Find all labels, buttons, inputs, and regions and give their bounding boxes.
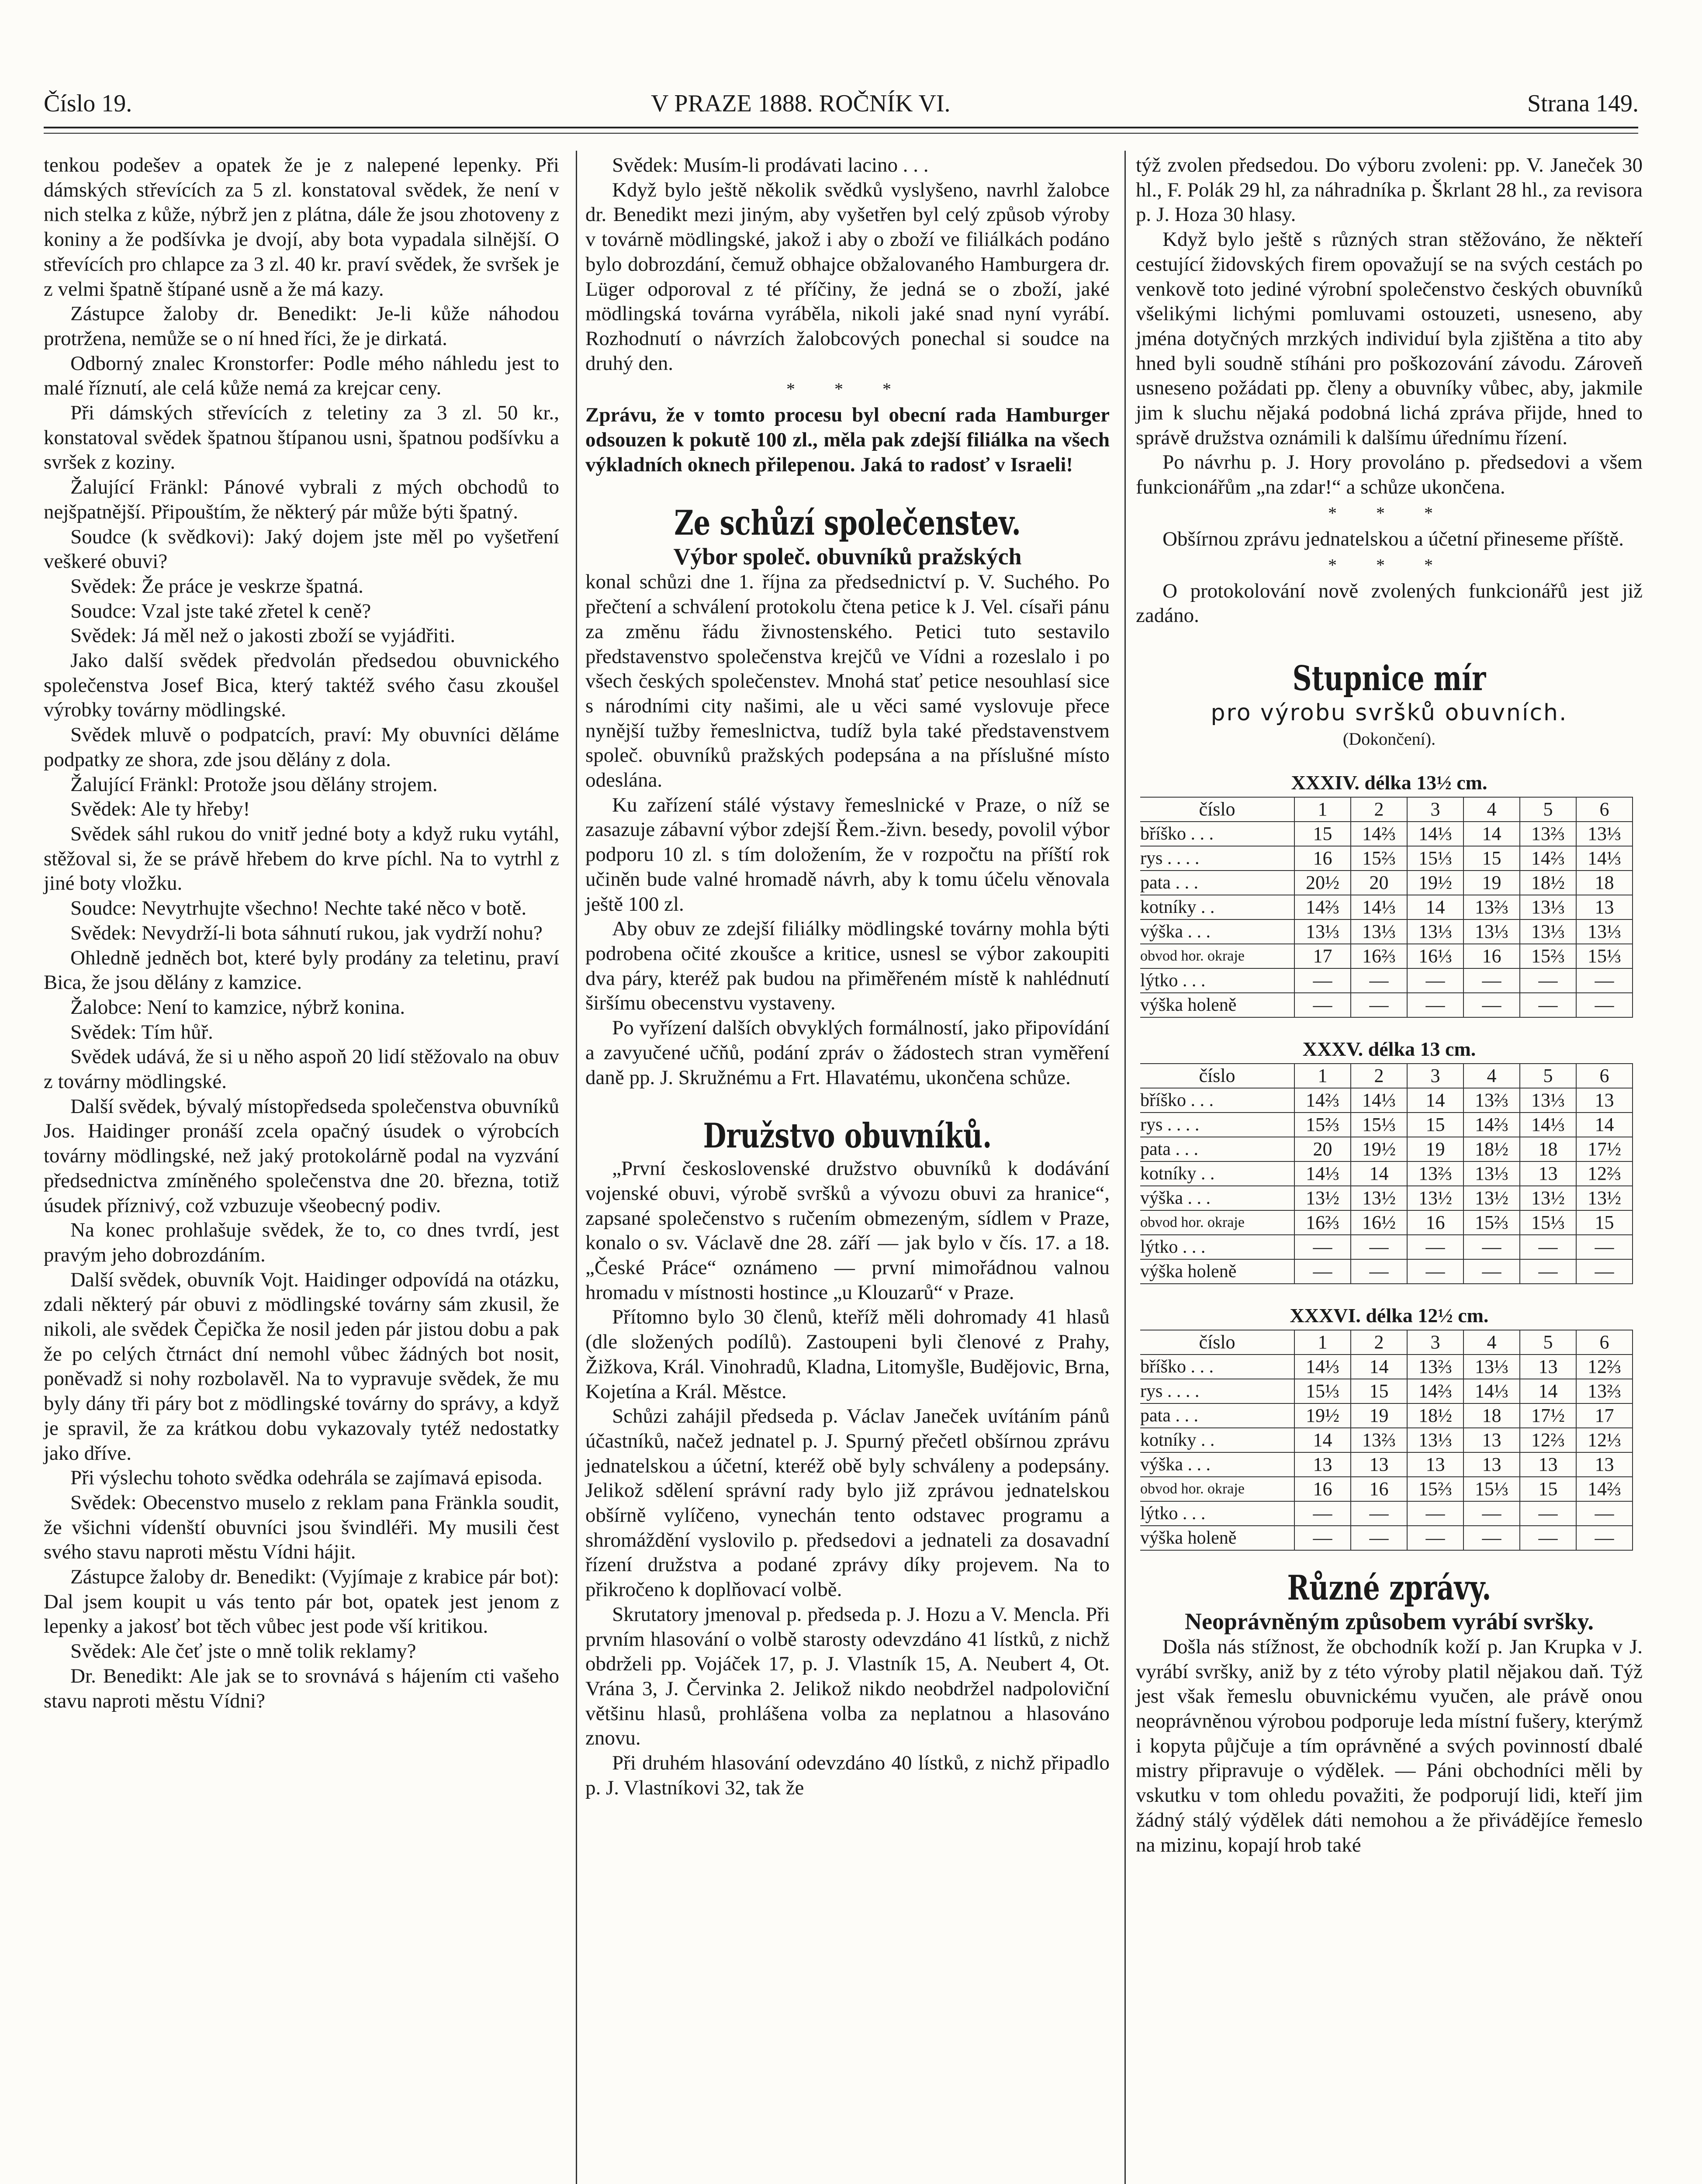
table-cell: 13 xyxy=(1351,1452,1407,1477)
table-cell: — xyxy=(1351,968,1407,993)
table-cell: 14⅔ xyxy=(1407,1379,1463,1403)
table-subtitle: pro výrobu svršků obuvních. xyxy=(1211,699,1568,726)
table-cell: 14 xyxy=(1407,895,1463,919)
section-paragraph: Aby obuv ze zdejší filiálky mödlingské továrny mohla býti podrobena očité zkoušce a kritice, usnesl se výbor zakoupiti dva páry, kteréž pak budou na přiměřeném místě k nahlédnutí širšímu obecenstvu vystaveny. xyxy=(585,917,1110,1015)
article-paragraph: Při výslechu tohoto svědka odehrála se zajímavá episoda. xyxy=(70,1466,543,1489)
table-row xyxy=(1140,1137,1633,1161)
table-cell: 16½ xyxy=(1351,1210,1407,1235)
article-paragraph: Další svědek, bývalý místopředseda společenstva obuvníků Jos. Haidinger pronáší zcela opačný úsudek o výrobcích továrny mödlingské, než jaký protokolárně podal na vyzvání předsednictva zmíněného společenstva dne 20. března, totiž úsudek příznivý, což vzbuzuje všeobecný podiv. xyxy=(44,1095,559,1217)
table-cell: 14 xyxy=(1520,1379,1576,1403)
column-3 xyxy=(1136,153,1643,1857)
table-cell: 19½ xyxy=(1351,1137,1407,1161)
row-label: rys . . . . xyxy=(1140,846,1294,871)
table-cell: 15⅓ xyxy=(1576,944,1633,968)
column-header-label: číslo xyxy=(1140,797,1294,822)
section-divider-stars: * * * xyxy=(1328,555,1450,575)
row-label: rys . . . . xyxy=(1140,1379,1294,1403)
section-paragraph: týž zvolen předsedou. Do výboru zvoleni: pp. V. Janeček 30 hl., F. Polák 29 hl, za náhradníka p. Škrlant 28 hl., za revisora p. J. Hoza 30 hlasy. xyxy=(1136,154,1643,226)
table-cell: 18½ xyxy=(1520,871,1576,895)
page-number: Strana 149. xyxy=(1527,90,1639,117)
article-paragraph: Svědek sáhl rukou do vnitř jedné boty a když ruku vytáhl, stěžoval si, že se právě hřebem do krve píchl. Na to vytrhl z jiné boty vložku. xyxy=(44,822,559,895)
table-cell: 16 xyxy=(1407,1210,1463,1235)
table-cell: 14⅓ xyxy=(1407,822,1463,846)
column-number: 4 xyxy=(1463,797,1520,822)
article-paragraph: Soudce: Nevytrhujte všechno! Nechte také něco v botě. xyxy=(70,897,527,920)
row-label: bříško . . . xyxy=(1140,1355,1294,1379)
column-number: 3 xyxy=(1407,1064,1463,1088)
section-subtitle: Neoprávněným způsobem vyrábí svršky. xyxy=(1184,1608,1594,1635)
table-row xyxy=(1140,944,1633,968)
table-cell: 17 xyxy=(1576,1403,1633,1428)
table-cell: 13⅔ xyxy=(1576,1379,1633,1403)
column-2 xyxy=(585,153,1110,1800)
measure-table xyxy=(1140,1330,1633,1551)
report-notice: Obšírnou zprávu jednatelskou a účetní přineseme příště. xyxy=(1162,527,1624,550)
table-cell: 14⅔ xyxy=(1463,1113,1520,1137)
column-number: 6 xyxy=(1576,797,1633,822)
table-cell: 14⅓ xyxy=(1520,1113,1576,1137)
section-paragraph: Přítomno bylo 30 členů, kteříž měli dohromady 41 hlasů (dle složených podílů). Zastoupeni byli členové z Prahy, Žižkova, Král. Vinohradů, Kladna, Litomyšle, Budějovic, Brna, Kojetína a Král. Městce. xyxy=(585,1306,1110,1403)
table-cell: 18 xyxy=(1520,1137,1576,1161)
table-cell: — xyxy=(1407,1526,1463,1550)
table-cell: — xyxy=(1351,1501,1407,1526)
table-cell: 19½ xyxy=(1294,1403,1351,1428)
table-cell: 15⅓ xyxy=(1407,846,1463,871)
article-paragraph: Svědek: Ale ty hřeby! xyxy=(70,798,250,821)
table-cell: 14⅓ xyxy=(1294,1355,1351,1379)
table-row xyxy=(1140,1452,1633,1477)
table-cell: — xyxy=(1520,968,1576,993)
row-label: pata . . . xyxy=(1140,871,1294,895)
table-cell: 14 xyxy=(1294,1428,1351,1452)
article-paragraph: Dr. Benedikt: Ale jak se to srovnává s hájením cti vašeho stavu naproti městu Vídni? xyxy=(44,1664,559,1712)
table-cell: 19 xyxy=(1407,1137,1463,1161)
column-number: 2 xyxy=(1351,1330,1407,1355)
table-row xyxy=(1140,1379,1633,1403)
table-cell: 12⅔ xyxy=(1520,1428,1576,1452)
table-cell: 13⅓ xyxy=(1520,895,1576,919)
table-cell: 13 xyxy=(1520,1452,1576,1477)
article-paragraph: Svědek: Že práce je veskrze špatná. xyxy=(70,574,363,598)
table-heading: XXXVI. délka 12½ cm. xyxy=(1290,1304,1489,1327)
measure-table xyxy=(1140,1063,1633,1284)
table-cell: 15⅓ xyxy=(1463,1477,1520,1501)
section-paragraph: Když bylo ještě s různých stran stěžováno, že někteří cestující židovských firem opovažují se na svých cestách po venkově toto jediné výrobní společenstvo českých obuvníků všelikými lichými pomluvami ostouzeti, usneseno, aby jména dotyčných mrzkých individuí byla zjištěna a tito aby hned byli soudně stíháni pro poškozování závodu. Zároveň usneseno požádati pp. členy a obuvníky vůbec, aby, jakmile jim k sluchu nějaká podobná lichá zpráva přijde, hned to správě družstva oznámili k dalšímu úřednímu řízení. xyxy=(1136,228,1643,449)
table-row xyxy=(1140,1428,1633,1452)
article-paragraph: Zástupce žaloby dr. Benedikt: (Vyjímaje z krabice pár bot): Dal jsem koupit u vás tento pár bot, opatek jest jenom z lepenky a jakosť bot těch vůbec jest pode vší kritikou. xyxy=(44,1565,559,1638)
row-label: výška holeně xyxy=(1140,1259,1294,1284)
table-cell: 13½ xyxy=(1520,1186,1576,1210)
table-row xyxy=(1140,1235,1633,1259)
table-cell: 18½ xyxy=(1407,1403,1463,1428)
table-row xyxy=(1140,846,1633,871)
table-cell: 13⅓ xyxy=(1520,919,1576,944)
table-cell: — xyxy=(1294,1235,1351,1259)
table-cell: 14 xyxy=(1463,822,1520,846)
section-title: Různé zprávy. xyxy=(1287,1568,1491,1608)
table-header-row xyxy=(1140,1064,1633,1088)
section-paragraph: Skrutatory jmenoval p. předseda p. J. Hozu a V. Mencla. Při prvním hlasování o volbě starosty odevzdáno 41 lístků, z nichž obdrželi pp. Vojáček 17, p. J. Vlastník 15, A. Neubert 4, Ot. Vrána 3, J. Červinka 2. Jelikož nikdo neobdržel nadpoloviční většinu hlasů, prohlášena volba za neplatnou a hlasováno znovu. xyxy=(585,1603,1110,1750)
table-cell: 12⅔ xyxy=(1576,1355,1633,1379)
table-cell: 14 xyxy=(1576,1113,1633,1137)
table-cell: 17½ xyxy=(1576,1137,1633,1161)
table-row xyxy=(1140,1210,1633,1235)
row-label: bříško . . . xyxy=(1140,822,1294,846)
issue-number: Číslo 19. xyxy=(44,90,132,117)
table-cell: 13⅔ xyxy=(1463,1088,1520,1113)
table-cell: — xyxy=(1407,1259,1463,1284)
row-label: pata . . . xyxy=(1140,1403,1294,1428)
header-rule xyxy=(44,127,1638,128)
table-cell: 13 xyxy=(1520,1355,1576,1379)
table-cell: 13⅓ xyxy=(1463,1161,1520,1186)
table-cell: 15 xyxy=(1407,1113,1463,1137)
table-cell: — xyxy=(1520,993,1576,1017)
row-label: obvod hor. okraje xyxy=(1140,1477,1294,1501)
column-number: 1 xyxy=(1294,797,1351,822)
table-row xyxy=(1140,1113,1633,1137)
section-paragraph: Ku zařízení stálé výstavy řemeslnické v Praze, o níž se zasazuje zábavní výbor zdejší Řem.-živn. besedy, povolil výbor podporu 10 zl. s tím doložením, že v rozpočtu na příští rok učiněn bude valné hromadě návrh, aby k tomu účelu věnovala ještě 100 zl. xyxy=(585,793,1110,916)
column-number: 5 xyxy=(1520,1330,1576,1355)
table-cell: 15⅔ xyxy=(1294,1113,1351,1137)
column-number: 6 xyxy=(1576,1064,1633,1088)
table-cell: — xyxy=(1407,968,1463,993)
article-paragraph: Žalující Fränkl: Pánové vybrali z mých obchodů to nejšpatnější. Připouštím, že některý pár může býti špatný. xyxy=(44,476,559,523)
table-cell: 13⅓ xyxy=(1463,919,1520,944)
table-cell: 15⅓ xyxy=(1294,1379,1351,1403)
table-header-row xyxy=(1140,797,1633,822)
table-cell: — xyxy=(1463,968,1520,993)
table-cell: — xyxy=(1576,1259,1633,1284)
section-paragraph: konal schůzi dne 1. října za předsednictví p. V. Suchého. Po přečtení a schválení protokolu čtena petice k J. Vel. císaři pánu za změnu řádu živnostenského. Petici tuto sestavilo představenstvo společenstva krejčů ve Vídni a rozeslalo i po všech českých společenstev. Mnohá stať petice nesouhlasí sice s národními city našimi, ale u věci samé vyslovuje přece nynější tužby řemeslnictva, tudíž byla také představenstvem společ. obuvníků pražských podepsána a na příslušné místo odeslána. xyxy=(585,570,1110,792)
article-paragraph: Soudce: Vzal jste také zřetel k ceně? xyxy=(70,599,371,622)
table-cell: 15⅔ xyxy=(1407,1477,1463,1501)
section-paragraph: Schůzi zahájil předseda p. Václav Janeček uvítáním pánů účastníků, načež jednatel p. J. Spurný přečetl obšírnou zprávu jednatelskou a účetní, kteréž obě byly schváleny a podepsány. Jelikož sdělení správní rady bylo již zprávou jednatelskou obšírně vylíčeno, vynechán tento odstavec programu a shromáždění vyslovilo p. předsedovi a jednateli za dosavadní řízení družstva a podané zprávy díky projevem. Na to přikročeno k doplňovací volbě. xyxy=(585,1405,1110,1601)
table-row xyxy=(1140,1403,1633,1428)
table-cell: — xyxy=(1407,993,1463,1017)
column-header-label: číslo xyxy=(1140,1330,1294,1355)
table-cell: 14 xyxy=(1351,1355,1407,1379)
section-subtitle: Výbor společ. obuvníků pražských xyxy=(673,543,1022,570)
table-cell: — xyxy=(1576,1235,1633,1259)
column-number: 6 xyxy=(1576,1330,1633,1355)
column-divider xyxy=(576,151,577,2184)
news-paragraph: Zprávu, že v tomto procesu byl obecní rada Hamburger odsouzen k pokutě 100 zl., měla pak zdejší filiálka na všech výkladních oknech přilepenou. Jaká to radosť v Israeli! xyxy=(585,404,1110,476)
table-cell: 13 xyxy=(1463,1452,1520,1477)
column-number: 5 xyxy=(1520,797,1576,822)
table-cell: 13⅓ xyxy=(1407,1428,1463,1452)
row-label: rys . . . . xyxy=(1140,1113,1294,1137)
article-paragraph: Soudce (k svědkovi): Jaký dojem jste měl po vyšetření veškeré obuvi? xyxy=(44,525,559,573)
table-cell: 15⅔ xyxy=(1520,944,1576,968)
table-cell: 16⅔ xyxy=(1294,1210,1351,1235)
section-divider-stars: * * * xyxy=(786,379,909,399)
table-cell: 18½ xyxy=(1463,1137,1520,1161)
table-cell: 14⅓ xyxy=(1576,846,1633,871)
table-cell: 12⅓ xyxy=(1576,1428,1633,1452)
table-cell: 17½ xyxy=(1520,1403,1576,1428)
section-paragraph: Při druhém hlasování odevzdáno 40 lístků, z nichž připadlo p. J. Vlastníkovi 32, tak že xyxy=(585,1752,1110,1799)
column-number: 2 xyxy=(1351,1064,1407,1088)
table-cell: 15 xyxy=(1351,1379,1407,1403)
table-cell: 13 xyxy=(1576,1452,1633,1477)
table-cell: — xyxy=(1351,1259,1407,1284)
row-label: výška holeně xyxy=(1140,1526,1294,1550)
measure-tables xyxy=(1136,769,1643,1551)
table-cell: 15 xyxy=(1520,1477,1576,1501)
table-cell: 13 xyxy=(1576,895,1633,919)
article-paragraph: Svědek: Nevydrží-li bota sáhnutí rukou, jak vydrží nohu? xyxy=(70,921,543,944)
article-paragraph: Odborný znalec Kronstorfer: Podle mého náhledu jest to malé říznutí, ale celá kůže nemá za krejcar ceny. xyxy=(44,352,559,400)
table-cell: 14 xyxy=(1407,1088,1463,1113)
table-row xyxy=(1140,1161,1633,1186)
table-cell: — xyxy=(1463,1259,1520,1284)
table-cell: 13 xyxy=(1294,1452,1351,1477)
table-cell: 14⅓ xyxy=(1351,1088,1407,1113)
column-number: 4 xyxy=(1463,1330,1520,1355)
table-cell: — xyxy=(1351,1526,1407,1550)
table-cell: 13⅔ xyxy=(1351,1428,1407,1452)
table-cell: 14⅔ xyxy=(1576,1477,1633,1501)
column-number: 3 xyxy=(1407,1330,1463,1355)
table-cell: — xyxy=(1520,1501,1576,1526)
table-cell: 18 xyxy=(1463,1403,1520,1428)
table-cell: 13⅓ xyxy=(1351,919,1407,944)
table-cell: 13⅓ xyxy=(1520,1088,1576,1113)
table-cell: 16⅔ xyxy=(1351,944,1407,968)
section-title: Ze schůzí společenstev. xyxy=(674,503,1021,543)
section-paragraph: Po vyřízení dalších obvyklých formálností, jako připovídání a zavyučené učňů, podání zpráv o žádostech stran vyměření daně pp. J. Skružnému a Frt. Hlavatému, ukončena schůze. xyxy=(585,1016,1110,1089)
table-cell: 15 xyxy=(1576,1210,1633,1235)
table-cell: 15 xyxy=(1294,822,1351,846)
table-header-row xyxy=(1140,1330,1633,1355)
table-cell: 16 xyxy=(1351,1477,1407,1501)
row-label: lýtko . . . xyxy=(1140,1501,1294,1526)
table-cell: 13⅔ xyxy=(1407,1355,1463,1379)
table-cell: 20 xyxy=(1351,871,1407,895)
table-cell: — xyxy=(1520,1235,1576,1259)
table-cell: — xyxy=(1294,1501,1351,1526)
table-cell: 19½ xyxy=(1407,871,1463,895)
table-cell: 13½ xyxy=(1576,1186,1633,1210)
table-cell: 12⅔ xyxy=(1576,1161,1633,1186)
section-title: Družstvo obuvníků. xyxy=(703,1116,992,1156)
table-cell: 15⅓ xyxy=(1520,1210,1576,1235)
table-cell: 14⅔ xyxy=(1520,846,1576,871)
table-cell: — xyxy=(1576,1526,1633,1550)
table-row xyxy=(1140,993,1633,1017)
article-paragraph: Svědek: Tím hůř. xyxy=(70,1020,213,1044)
row-label: obvod hor. okraje xyxy=(1140,944,1294,968)
table-cell: — xyxy=(1463,993,1520,1017)
column-number: 5 xyxy=(1520,1064,1576,1088)
table-cell: 13⅓ xyxy=(1463,1355,1520,1379)
table-cell: 13⅔ xyxy=(1520,822,1576,846)
row-label: lýtko . . . xyxy=(1140,1235,1294,1259)
table-cell: — xyxy=(1351,1235,1407,1259)
table-cell: 14 xyxy=(1351,1161,1407,1186)
table-cell: 20 xyxy=(1294,1137,1351,1161)
table-cell: 16 xyxy=(1294,1477,1351,1501)
table-title: Stupnice mír xyxy=(1292,658,1486,698)
row-label: lýtko . . . xyxy=(1140,968,1294,993)
article-paragraph: Když bylo ještě několik svědků vyslyšeno, navrhl žalobce dr. Benedikt mezi jiným, aby vyšetřen byl celý způsob výroby v továrně mödlingské, jakož i aby o zboží ve filiálkách podáno bylo dobrozdání, čemuž obhajce obžalovaného Hamburgera dr. Lüger odporoval z té příčiny, že jedná se o zboží, jaké mödlingská továrna vyráběla, nikoli jaké snad nyní vyrábí. Rozhodnutí o návrzích žalobcových ponechal si soudce na druhý den. xyxy=(585,178,1110,375)
table-row xyxy=(1140,919,1633,944)
table-cell: — xyxy=(1576,968,1633,993)
table-cell: — xyxy=(1294,968,1351,993)
table-cell: 13½ xyxy=(1294,1186,1351,1210)
table-cell: 13⅓ xyxy=(1407,919,1463,944)
table-row xyxy=(1140,1355,1633,1379)
table-cell: — xyxy=(1463,1501,1520,1526)
table-cell: 16 xyxy=(1294,846,1351,871)
article-paragraph: Svědek mluvě o podpatcích, praví: My obuvníci děláme podpatky ze shora, zde jsou dělány z dola. xyxy=(44,723,559,771)
measure-table xyxy=(1140,797,1633,1018)
column-number: 3 xyxy=(1407,797,1463,822)
table-note: (Dokončení). xyxy=(1342,729,1436,749)
table-cell: — xyxy=(1407,1235,1463,1259)
table-row xyxy=(1140,1259,1633,1284)
table-cell: — xyxy=(1520,1526,1576,1550)
header-rule-thin xyxy=(44,133,1638,134)
row-label: kotníky . . xyxy=(1140,895,1294,919)
table-cell: — xyxy=(1294,1259,1351,1284)
table-cell: 14⅔ xyxy=(1351,822,1407,846)
article-paragraph: Na konec prohlašuje svědek, že to, co dnes tvrdí, jest pravým jeho dobrozdáním. xyxy=(44,1219,559,1266)
table-cell: 13⅓ xyxy=(1294,919,1351,944)
table-cell: 13 xyxy=(1576,1088,1633,1113)
protocol-notice: O protokolování nově zvolených funkcionářů jest již zadáno. xyxy=(1136,579,1643,627)
table-cell: 15 xyxy=(1463,846,1520,871)
table-row xyxy=(1140,1501,1633,1526)
article-paragraph: Svědek: Já měl než o jakosti zboží se vyjádřiti. xyxy=(70,624,456,647)
table-cell: 13½ xyxy=(1351,1186,1407,1210)
article-paragraph: Další svědek, obuvník Vojt. Haidinger odpovídá na otázku, zdali některý pár obuvi z mödlingské továrny sám zkusil, že nikoli, ale svědek Čepička že nosil jeden pár jistou dobu a pak že po celých čtrnáct dní nemohl vůbec žádných bot nosit, poněvadž si nohy rozbolavěl. Na to vypravuje svědek, že mu byly dány tři páry bot z mödlingské továrny do správy, a když je spravil, že za krátkou dobu vykazovaly tytéž nedostatky jako dříve. xyxy=(44,1268,559,1465)
table-cell: 14⅓ xyxy=(1351,895,1407,919)
table-cell: 13 xyxy=(1463,1428,1520,1452)
row-label: obvod hor. okraje xyxy=(1140,1210,1294,1235)
table-cell: 15⅓ xyxy=(1351,1113,1407,1137)
table-cell: — xyxy=(1463,1526,1520,1550)
table-cell: 13⅓ xyxy=(1576,919,1633,944)
table-row xyxy=(1140,1186,1633,1210)
table-row xyxy=(1140,1088,1633,1113)
table-cell: 20½ xyxy=(1294,871,1351,895)
column-number: 1 xyxy=(1294,1330,1351,1355)
table-cell: 16 xyxy=(1463,944,1520,968)
table-cell: 14⅓ xyxy=(1294,1161,1351,1186)
table-cell: — xyxy=(1294,1526,1351,1550)
table-cell: 13 xyxy=(1520,1161,1576,1186)
article-paragraph: Žalující Fränkl: Protože jsou dělány strojem. xyxy=(70,773,438,796)
table-row xyxy=(1140,822,1633,846)
article-paragraph: Svědek udává, že si u něho aspoň 20 lidí stěžovalo na obuv z továrny mödlingské. xyxy=(44,1045,559,1093)
table-cell: 14⅓ xyxy=(1463,1379,1520,1403)
table-cell: 15⅔ xyxy=(1463,1210,1520,1235)
column-number: 1 xyxy=(1294,1064,1351,1088)
row-label: výška . . . xyxy=(1140,1452,1294,1477)
table-cell: 19 xyxy=(1351,1403,1407,1428)
table-cell: — xyxy=(1407,1501,1463,1526)
article-paragraph: Svědek: Musím-li prodávati lacino . . . xyxy=(612,154,929,176)
article-paragraph: Zástupce žaloby dr. Benedikt: Je-li kůže náhodou protržena, nemůže se o ní hned říci, že je dirkatá. xyxy=(44,302,559,350)
table-cell: 13½ xyxy=(1407,1186,1463,1210)
table-cell: 13⅔ xyxy=(1407,1161,1463,1186)
column-divider xyxy=(1124,151,1126,2184)
table-row xyxy=(1140,1526,1633,1550)
table-heading: XXXIV. délka 13½ cm. xyxy=(1291,771,1488,794)
article-paragraph: tenkou podešev a opatek že je z nalepené lepenky. Při dámských střevících za 5 zl. konstatoval svědek, že není v nich stelka z kůže, nýbrž jen z plátna, dále že jsou zhotoveny z koniny a že podšívka je dvojí, aby bota vypadala silnější. O střevících pro chlapce za 3 zl. 40 kr. praví svědek, že svršek je z velmi špatně štípané usně a že má kazy. xyxy=(44,154,559,301)
section-paragraph: „První československé družstvo obuvníků k dodávání vojenské obuvi, výrobě svršků a vývozu obuvi za hranice“, zapsané společenstvo s ručením obmezeným, sídlem v Praze, konalo o sv. Václavě dne 28. září — jak bylo v čís. 17. a 18. „České Práce“ oznámeno — první mimořádnou valnou hromadu v místnosti hostince „u Klouzarů“ v Praze. xyxy=(585,1157,1110,1304)
column-1 xyxy=(44,153,559,1713)
section-paragraph: Po návrhu p. J. Hory provoláno p. předsedovi a všem funkcionářům „na zdar!“ a schůze ukončena. xyxy=(1136,451,1643,499)
article-paragraph: Jako další svědek předvolán předsedou obuvnického společenstva Josef Bica, který taktéž svého času zkoušel výrobky továrny mödlingské. xyxy=(44,649,559,722)
column-number: 4 xyxy=(1463,1064,1520,1088)
table-cell: 18 xyxy=(1576,871,1633,895)
table-cell: 13⅓ xyxy=(1576,822,1633,846)
column-number: 2 xyxy=(1351,797,1407,822)
article-paragraph: Ohledně jedněch bot, které byly prodány za teletinu, praví Bica, že jsou dělány z kamzice. xyxy=(44,946,559,994)
table-cell: — xyxy=(1351,993,1407,1017)
section-divider-stars: * * * xyxy=(1328,503,1450,523)
article-paragraph: Svědek: Obecenstvo muselo z reklam pana Fränkla soudit, že všichni vídenští obuvníci jsou švindléři. My musili čest svého stavu naproti městu Vídni hájit. xyxy=(44,1491,559,1564)
row-label: výška . . . xyxy=(1140,1186,1294,1210)
row-label: kotníky . . xyxy=(1140,1428,1294,1452)
table-row xyxy=(1140,871,1633,895)
article-paragraph: Při dámských střevících z teletiny za 3 zl. 50 kr., konstatoval svědek špatnou štípanou usni, špatnou podšívku a svršek z koziny. xyxy=(44,401,559,474)
table-row xyxy=(1140,1477,1633,1501)
table-cell: 13⅔ xyxy=(1463,895,1520,919)
table-row xyxy=(1140,895,1633,919)
table-cell: — xyxy=(1576,993,1633,1017)
table-cell: 14⅔ xyxy=(1294,895,1351,919)
article-paragraph: Svědek: Ale čeť jste o mně tolik reklamy? xyxy=(70,1640,416,1663)
row-label: výška holeně xyxy=(1140,993,1294,1017)
article-paragraph: Žalobce: Není to kamzice, nýbrž konina. xyxy=(70,995,405,1019)
row-label: výška . . . xyxy=(1140,919,1294,944)
table-cell: 15⅔ xyxy=(1351,846,1407,871)
row-label: kotníky . . xyxy=(1140,1161,1294,1186)
table-cell: 17 xyxy=(1294,944,1351,968)
table-cell: — xyxy=(1463,1235,1520,1259)
table-row xyxy=(1140,968,1633,993)
table-cell: 13 xyxy=(1407,1452,1463,1477)
table-cell: 13½ xyxy=(1463,1186,1520,1210)
section-paragraph: Došla nás stížnost, že obchodník koží p. Jan Krupka v J. vyrábí svršky, aniž by z této výroby platil nějakou daň. Týž jest však řemeslu obuvnickému vyučen, ale právě onou neoprávněnou výrobou podporuje leda místní fušery, kterýmž i kopyta půjčuje a tím oprávněné a svých povinností dbalé mistry připravuje o výdělek. — Páni obchodníci měli by vskutku v tom ohledu považiti, že podporují lidi, kteří jim žádný stálý výdělek dáti nemohou a že přivádějíce řemeslo na mizinu, kopají hrob také xyxy=(1136,1635,1643,1856)
masthead-date: V PRAZE 1888. ROČNÍK VI. xyxy=(651,90,951,117)
row-label: pata . . . xyxy=(1140,1137,1294,1161)
column-header-label: číslo xyxy=(1140,1064,1294,1088)
table-cell: 19 xyxy=(1463,871,1520,895)
table-cell: — xyxy=(1576,1501,1633,1526)
table-cell: 16⅓ xyxy=(1407,944,1463,968)
row-label: bříško . . . xyxy=(1140,1088,1294,1113)
table-cell: 14⅔ xyxy=(1294,1088,1351,1113)
table-cell: — xyxy=(1294,993,1351,1017)
table-heading: XXXV. délka 13 cm. xyxy=(1302,1037,1476,1060)
table-cell: — xyxy=(1520,1259,1576,1284)
